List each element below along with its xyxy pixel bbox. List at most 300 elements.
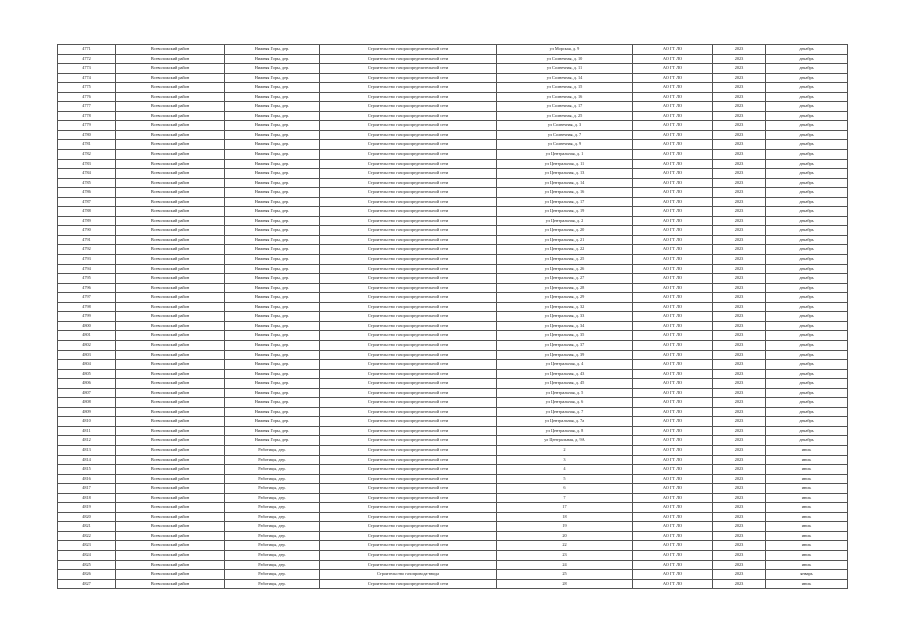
address-cell: 7	[497, 493, 633, 503]
address-cell: ул Центральная, д. 19	[497, 207, 633, 217]
district-cell: Всеволожский район	[116, 150, 225, 160]
row-number-cell: 4816	[58, 474, 116, 484]
table-row	[58, 465, 848, 475]
month-cell: декабрь	[766, 283, 848, 293]
settlement-cell: Работицы, дер.	[225, 493, 320, 503]
row-number-cell: 4797	[58, 293, 116, 303]
month-cell: июль	[766, 455, 848, 465]
work-type-cell: Строительство газораспределительной сети	[320, 216, 497, 226]
year-cell: 2023	[713, 360, 766, 370]
year-cell: 2023	[713, 255, 766, 265]
table-row	[58, 293, 848, 303]
table-row	[58, 398, 848, 408]
district-cell: Всеволожский район	[116, 45, 225, 55]
district-cell: Всеволожский район	[116, 169, 225, 179]
work-type-cell: Строительство газораспределительной сети	[320, 560, 497, 570]
year-cell: 2023	[713, 493, 766, 503]
district-cell: Всеволожский район	[116, 360, 225, 370]
table-row	[58, 436, 848, 446]
table-row	[58, 379, 848, 389]
work-type-cell: Строительство газораспределительной сети	[320, 197, 497, 207]
work-type-cell: Строительство газораспределительной сети	[320, 360, 497, 370]
address-cell: ул Морская, д. 9	[497, 45, 633, 55]
address-cell: ул Центральная, д. 8	[497, 426, 633, 436]
address-cell: ул Центральная, д. 21	[497, 235, 633, 245]
settlement-cell: Нижняя Горы, дер.	[225, 140, 320, 150]
organization-cell: АО ГТ ЛО	[633, 541, 713, 551]
settlement-cell: Нижняя Горы, дер.	[225, 264, 320, 274]
work-type-cell: Строительство газораспределительной сети	[320, 379, 497, 389]
settlement-cell: Нижняя Горы, дер.	[225, 73, 320, 83]
district-cell: Всеволожский район	[116, 197, 225, 207]
month-cell: декабрь	[766, 188, 848, 198]
settlement-cell: Нижняя Горы, дер.	[225, 426, 320, 436]
settlement-cell: Работицы, дер.	[225, 455, 320, 465]
work-type-cell: Строительство газораспределительной сети	[320, 150, 497, 160]
row-number-cell: 4773	[58, 64, 116, 74]
table-row	[58, 245, 848, 255]
row-number-cell: 4792	[58, 245, 116, 255]
settlement-cell: Работицы, дер.	[225, 503, 320, 513]
year-cell: 2023	[713, 169, 766, 179]
table-body	[58, 45, 848, 589]
settlement-cell: Нижняя Горы, дер.	[225, 331, 320, 341]
address-cell: 28	[497, 579, 633, 589]
table-row	[58, 503, 848, 513]
settlement-cell: Нижняя Горы, дер.	[225, 178, 320, 188]
district-cell: Всеволожский район	[116, 531, 225, 541]
row-number-cell: 4789	[58, 216, 116, 226]
month-cell: декабрь	[766, 398, 848, 408]
month-cell: декабрь	[766, 417, 848, 427]
work-type-cell: Строительство газораспределительной сети	[320, 54, 497, 64]
organization-cell: АО ГТ ЛО	[633, 235, 713, 245]
table-row	[58, 235, 848, 245]
address-cell: ул Центральная, д. 32	[497, 302, 633, 312]
work-type-cell: Строительство газораспределительной сети	[320, 407, 497, 417]
year-cell: 2023	[713, 541, 766, 551]
settlement-cell: Работицы, дер.	[225, 570, 320, 580]
organization-cell: АО ГТ ЛО	[633, 54, 713, 64]
row-number-cell: 4799	[58, 312, 116, 322]
organization-cell: АО ГТ ЛО	[633, 484, 713, 494]
year-cell: 2023	[713, 579, 766, 589]
table-row	[58, 493, 848, 503]
settlement-cell: Нижняя Горы, дер.	[225, 283, 320, 293]
table-row	[58, 216, 848, 226]
work-type-cell: Строительство газораспределительной сети	[320, 235, 497, 245]
settlement-cell: Нижняя Горы, дер.	[225, 321, 320, 331]
work-type-cell: Строительство газораспределительной сети	[320, 73, 497, 83]
settlement-cell: Работицы, дер.	[225, 474, 320, 484]
work-type-cell: Строительство газораспределительной сети	[320, 455, 497, 465]
work-type-cell: Строительство газораспределительной сети	[320, 579, 497, 589]
address-cell: 17	[497, 503, 633, 513]
table-row	[58, 255, 848, 265]
table-row	[58, 369, 848, 379]
address-cell: ул Центральная, д. 27	[497, 274, 633, 284]
month-cell: декабрь	[766, 331, 848, 341]
row-number-cell: 4774	[58, 73, 116, 83]
table-row	[58, 178, 848, 188]
organization-cell: АО ГТ ЛО	[633, 255, 713, 265]
address-cell: ул Солнечная, д. 15	[497, 83, 633, 93]
district-cell: Всеволожский район	[116, 264, 225, 274]
table-row	[58, 541, 848, 551]
district-cell: Всеволожский район	[116, 579, 225, 589]
address-cell: 5	[497, 474, 633, 484]
address-cell: ул Центральная, д. 25	[497, 255, 633, 265]
month-cell: декабрь	[766, 45, 848, 55]
address-cell: ул Солнечная, д. 10	[497, 54, 633, 64]
district-cell: Всеволожский район	[116, 216, 225, 226]
work-type-cell: Строительство газораспределительной сети	[320, 226, 497, 236]
settlement-cell: Нижняя Горы, дер.	[225, 274, 320, 284]
year-cell: 2023	[713, 398, 766, 408]
year-cell: 2023	[713, 560, 766, 570]
settlement-cell: Нижняя Горы, дер.	[225, 102, 320, 112]
year-cell: 2023	[713, 484, 766, 494]
year-cell: 2023	[713, 379, 766, 389]
work-type-cell: Строительство газораспределительной сети	[320, 369, 497, 379]
month-cell: июль	[766, 579, 848, 589]
work-type-cell: Строительство газораспределительной сети	[320, 541, 497, 551]
month-cell: июль	[766, 484, 848, 494]
row-number-cell: 4815	[58, 465, 116, 475]
work-type-cell: Строительство газораспределительной сети	[320, 350, 497, 360]
row-number-cell: 4772	[58, 54, 116, 64]
month-cell: декабрь	[766, 312, 848, 322]
row-number-cell: 4820	[58, 512, 116, 522]
settlement-cell: Нижняя Горы, дер.	[225, 121, 320, 131]
row-number-cell: 4786	[58, 188, 116, 198]
district-cell: Всеволожский район	[116, 350, 225, 360]
address-cell: ул Солнечная, д. 7	[497, 130, 633, 140]
district-cell: Всеволожский район	[116, 407, 225, 417]
district-cell: Всеволожский район	[116, 102, 225, 112]
address-cell: ул Центральная, д. 16	[497, 188, 633, 198]
month-cell: июль	[766, 493, 848, 503]
address-cell: 25	[497, 570, 633, 580]
table-row	[58, 111, 848, 121]
organization-cell: АО ГТ ЛО	[633, 188, 713, 198]
table-row	[58, 331, 848, 341]
month-cell: декабрь	[766, 197, 848, 207]
address-cell: ул Центральная, д. 5	[497, 388, 633, 398]
organization-cell: АО ГТ ЛО	[633, 331, 713, 341]
table-row	[58, 274, 848, 284]
month-cell: декабрь	[766, 92, 848, 102]
table-row	[58, 197, 848, 207]
year-cell: 2023	[713, 293, 766, 303]
district-cell: Всеволожский район	[116, 417, 225, 427]
work-type-cell: Строительство газораспределительной сети	[320, 531, 497, 541]
district-cell: Всеволожский район	[116, 522, 225, 532]
row-number-cell: 4791	[58, 235, 116, 245]
work-type-cell: Строительство газораспределительной сети	[320, 426, 497, 436]
district-cell: Всеволожский район	[116, 503, 225, 513]
month-cell: декабрь	[766, 379, 848, 389]
month-cell: июль	[766, 474, 848, 484]
month-cell: январь	[766, 570, 848, 580]
table-row	[58, 455, 848, 465]
year-cell: 2023	[713, 226, 766, 236]
table-row	[58, 570, 848, 580]
district-cell: Всеволожский район	[116, 245, 225, 255]
settlement-cell: Нижняя Горы, дер.	[225, 340, 320, 350]
month-cell: декабрь	[766, 235, 848, 245]
district-cell: Всеволожский район	[116, 92, 225, 102]
row-number-cell: 4810	[58, 417, 116, 427]
settlement-cell: Нижняя Горы, дер.	[225, 188, 320, 198]
table-row	[58, 92, 848, 102]
address-cell: ул Центральная, д. 17	[497, 197, 633, 207]
year-cell: 2023	[713, 216, 766, 226]
year-cell: 2023	[713, 522, 766, 532]
settlement-cell: Нижняя Горы, дер.	[225, 235, 320, 245]
table-row	[58, 426, 848, 436]
work-type-cell: Строительство газораспределительной сети	[320, 398, 497, 408]
district-cell: Всеволожский район	[116, 130, 225, 140]
year-cell: 2023	[713, 455, 766, 465]
district-cell: Всеволожский район	[116, 64, 225, 74]
month-cell: июль	[766, 541, 848, 551]
address-cell: ул Центральная, д. 26	[497, 264, 633, 274]
settlement-cell: Нижняя Горы, дер.	[225, 407, 320, 417]
settlement-cell: Работицы, дер.	[225, 550, 320, 560]
month-cell: июль	[766, 560, 848, 570]
organization-cell: АО ГТ ЛО	[633, 45, 713, 55]
table-row	[58, 83, 848, 93]
work-type-cell: Строительство газораспределительной сети	[320, 207, 497, 217]
district-cell: Всеволожский район	[116, 484, 225, 494]
year-cell: 2023	[713, 54, 766, 64]
settlement-cell: Нижняя Горы, дер.	[225, 398, 320, 408]
table-row	[58, 531, 848, 541]
address-cell: 22	[497, 541, 633, 551]
row-number-cell: 4794	[58, 264, 116, 274]
address-cell: ул Центральная, д. 7а	[497, 417, 633, 427]
month-cell: июль	[766, 531, 848, 541]
organization-cell: АО ГТ ЛО	[633, 340, 713, 350]
row-number-cell: 4793	[58, 255, 116, 265]
month-cell: июль	[766, 465, 848, 475]
settlement-cell: Нижняя Горы, дер.	[225, 92, 320, 102]
organization-cell: АО ГТ ЛО	[633, 140, 713, 150]
row-number-cell: 4779	[58, 121, 116, 131]
table-row	[58, 579, 848, 589]
address-cell: ул Центральная, д. 14	[497, 178, 633, 188]
district-cell: Всеволожский район	[116, 379, 225, 389]
settlement-cell: Работицы, дер.	[225, 522, 320, 532]
row-number-cell: 4804	[58, 360, 116, 370]
district-cell: Всеволожский район	[116, 159, 225, 169]
address-cell: ул Солнечная, д. 14	[497, 73, 633, 83]
work-type-cell: Строительство газораспределительной сети	[320, 484, 497, 494]
organization-cell: АО ГТ ЛО	[633, 426, 713, 436]
table-row	[58, 474, 848, 484]
address-cell: ул Центральная, д. 7	[497, 407, 633, 417]
settlement-cell: Нижняя Горы, дер.	[225, 388, 320, 398]
district-cell: Всеволожский район	[116, 445, 225, 455]
table-row	[58, 484, 848, 494]
address-cell: ул Центральная, д. 2	[497, 216, 633, 226]
work-type-cell: Строительство газораспределительной сети	[320, 465, 497, 475]
year-cell: 2023	[713, 321, 766, 331]
work-type-cell: Строительство газораспределительной сети	[320, 321, 497, 331]
month-cell: июль	[766, 503, 848, 513]
month-cell: декабрь	[766, 178, 848, 188]
district-cell: Всеволожский район	[116, 302, 225, 312]
month-cell: июль	[766, 445, 848, 455]
work-type-cell: Строительство газораспределительной сети	[320, 264, 497, 274]
work-type-cell: Строительство газораспределительной сети	[320, 188, 497, 198]
year-cell: 2023	[713, 121, 766, 131]
year-cell: 2023	[713, 407, 766, 417]
row-number-cell: 4780	[58, 130, 116, 140]
year-cell: 2023	[713, 83, 766, 93]
district-cell: Всеволожский район	[116, 121, 225, 131]
settlement-cell: Работицы, дер.	[225, 579, 320, 589]
table-row	[58, 264, 848, 274]
work-type-cell: Строительство газораспределительной сети	[320, 522, 497, 532]
month-cell: декабрь	[766, 245, 848, 255]
month-cell: декабрь	[766, 102, 848, 112]
organization-cell: АО ГТ ЛО	[633, 512, 713, 522]
year-cell: 2023	[713, 417, 766, 427]
year-cell: 2023	[713, 388, 766, 398]
gasification-table	[57, 44, 848, 589]
district-cell: Всеволожский район	[116, 188, 225, 198]
month-cell: декабрь	[766, 274, 848, 284]
organization-cell: АО ГТ ЛО	[633, 560, 713, 570]
year-cell: 2023	[713, 197, 766, 207]
work-type-cell: Строительство газопровода-ввода	[320, 570, 497, 580]
year-cell: 2023	[713, 331, 766, 341]
settlement-cell: Нижняя Горы, дер.	[225, 436, 320, 446]
settlement-cell: Нижняя Горы, дер.	[225, 111, 320, 121]
row-number-cell: 4818	[58, 493, 116, 503]
month-cell: декабрь	[766, 140, 848, 150]
row-number-cell: 4790	[58, 226, 116, 236]
month-cell: декабрь	[766, 226, 848, 236]
work-type-cell: Строительство газораспределительной сети	[320, 274, 497, 284]
settlement-cell: Нижняя Горы, дер.	[225, 45, 320, 55]
year-cell: 2023	[713, 102, 766, 112]
year-cell: 2023	[713, 207, 766, 217]
address-cell: 6	[497, 484, 633, 494]
district-cell: Всеволожский район	[116, 493, 225, 503]
work-type-cell: Строительство газораспределительной сети	[320, 302, 497, 312]
row-number-cell: 4824	[58, 550, 116, 560]
district-cell: Всеволожский район	[116, 178, 225, 188]
district-cell: Всеволожский район	[116, 293, 225, 303]
organization-cell: АО ГТ ЛО	[633, 274, 713, 284]
month-cell: июль	[766, 512, 848, 522]
settlement-cell: Нижняя Горы, дер.	[225, 245, 320, 255]
row-number-cell: 4785	[58, 178, 116, 188]
organization-cell: АО ГТ ЛО	[633, 302, 713, 312]
settlement-cell: Нижняя Горы, дер.	[225, 226, 320, 236]
month-cell: декабрь	[766, 340, 848, 350]
work-type-cell: Строительство газораспределительной сети	[320, 293, 497, 303]
year-cell: 2023	[713, 64, 766, 74]
settlement-cell: Работицы, дер.	[225, 484, 320, 494]
district-cell: Всеволожский район	[116, 274, 225, 284]
address-cell: ул Центральная, д. 28	[497, 283, 633, 293]
organization-cell: АО ГТ ЛО	[633, 178, 713, 188]
year-cell: 2023	[713, 550, 766, 560]
organization-cell: АО ГТ ЛО	[633, 83, 713, 93]
district-cell: Всеволожский район	[116, 54, 225, 64]
row-number-cell: 4822	[58, 531, 116, 541]
address-cell: ул Солнечная, д. 11	[497, 64, 633, 74]
district-cell: Всеволожский район	[116, 255, 225, 265]
table-row	[58, 226, 848, 236]
month-cell: декабрь	[766, 302, 848, 312]
row-number-cell: 4781	[58, 140, 116, 150]
year-cell: 2023	[713, 140, 766, 150]
month-cell: декабрь	[766, 350, 848, 360]
organization-cell: АО ГТ ЛО	[633, 64, 713, 74]
settlement-cell: Нижняя Горы, дер.	[225, 207, 320, 217]
settlement-cell: Нижняя Горы, дер.	[225, 360, 320, 370]
row-number-cell: 4808	[58, 398, 116, 408]
row-number-cell: 4800	[58, 321, 116, 331]
row-number-cell: 4784	[58, 169, 116, 179]
organization-cell: АО ГТ ЛО	[633, 436, 713, 446]
work-type-cell: Строительство газораспределительной сети	[320, 512, 497, 522]
row-number-cell: 4814	[58, 455, 116, 465]
month-cell: декабрь	[766, 407, 848, 417]
organization-cell: АО ГТ ЛО	[633, 207, 713, 217]
month-cell: декабрь	[766, 111, 848, 121]
address-cell: 3	[497, 455, 633, 465]
district-cell: Всеволожский район	[116, 541, 225, 551]
district-cell: Всеволожский район	[116, 426, 225, 436]
address-cell: ул Центральная, д. 20	[497, 226, 633, 236]
row-number-cell: 4775	[58, 83, 116, 93]
district-cell: Всеволожский район	[116, 321, 225, 331]
address-cell: ул Центральная, д. 43	[497, 369, 633, 379]
table-row	[58, 159, 848, 169]
organization-cell: АО ГТ ЛО	[633, 522, 713, 532]
table-row	[58, 340, 848, 350]
address-cell: ул Центральная, д. 45	[497, 379, 633, 389]
work-type-cell: Строительство газораспределительной сети	[320, 417, 497, 427]
year-cell: 2023	[713, 274, 766, 284]
row-number-cell: 4823	[58, 541, 116, 551]
organization-cell: АО ГТ ЛО	[633, 360, 713, 370]
district-cell: Всеволожский район	[116, 436, 225, 446]
settlement-cell: Нижняя Горы, дер.	[225, 293, 320, 303]
work-type-cell: Строительство газораспределительной сети	[320, 45, 497, 55]
work-type-cell: Строительство газораспределительной сети	[320, 111, 497, 121]
organization-cell: АО ГТ ЛО	[633, 474, 713, 484]
year-cell: 2023	[713, 92, 766, 102]
address-cell: 23	[497, 550, 633, 560]
address-cell: ул Центральная, д. 35	[497, 331, 633, 341]
year-cell: 2023	[713, 302, 766, 312]
work-type-cell: Строительство газораспределительной сети	[320, 92, 497, 102]
organization-cell: АО ГТ ЛО	[633, 169, 713, 179]
organization-cell: АО ГТ ЛО	[633, 197, 713, 207]
settlement-cell: Нижняя Горы, дер.	[225, 216, 320, 226]
table-row	[58, 45, 848, 55]
district-cell: Всеволожский район	[116, 512, 225, 522]
row-number-cell: 4802	[58, 340, 116, 350]
month-cell: декабрь	[766, 369, 848, 379]
